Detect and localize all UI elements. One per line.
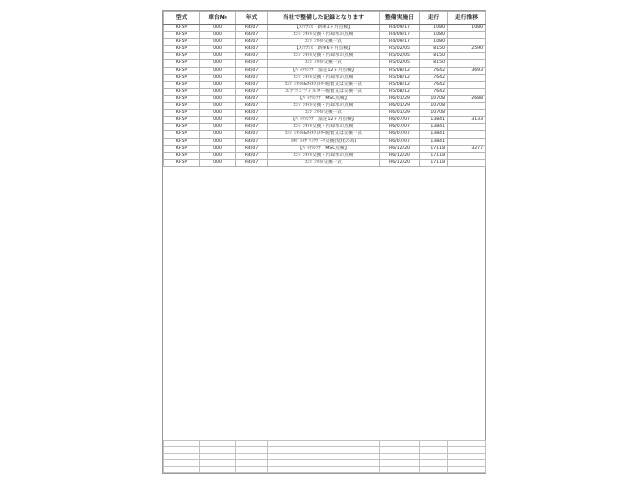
header-distance: 走行	[420, 12, 448, 25]
cell-car-number: 000	[200, 131, 236, 138]
blank-cell	[420, 466, 448, 473]
cell-year: R4/07	[236, 81, 268, 88]
cell-description: ｴﾝｼﾞﾝｵｲﾙ&ｵｲﾙﾌｨﾙﾀｰ脱着又は交換一式	[268, 131, 380, 138]
cell-description: ｴﾝｼﾞﾝｵｲﾙ交換・污却水の点検	[268, 103, 380, 110]
cell-description: 【ﾊﾟｯｸﾒﾝﾃﾅ MSC点検】	[268, 95, 380, 102]
table-row	[164, 32, 486, 39]
cell-model: KF5P	[164, 110, 200, 117]
table-row	[164, 152, 486, 159]
cell-car-number: 000	[200, 25, 236, 32]
cell-date: R4/09/17	[380, 39, 420, 46]
cell-distance: 7642	[420, 67, 448, 74]
table-row	[164, 25, 486, 32]
cell-year: R4/07	[236, 53, 268, 60]
cell-description: エアコンフィルター脱着又は交換一式	[268, 88, 380, 95]
cell-date: R6/07/07	[380, 138, 420, 145]
cell-model: KF5P	[164, 60, 200, 67]
cell-trend	[448, 103, 486, 110]
header-car-number: 車台№	[200, 12, 236, 25]
cell-model: KF5P	[164, 74, 200, 81]
cell-description: 【ﾊﾟｯｸﾒﾝﾃﾅ 法定12ヶ月点検】	[268, 117, 380, 124]
table-row	[164, 159, 486, 166]
blank-cell	[268, 466, 380, 473]
cell-description: 【ﾊﾟｯｸﾒﾝﾃﾅ 法定12ヶ月点検】	[268, 67, 380, 74]
cell-model: KF5P	[164, 117, 200, 124]
cell-year: R4/07	[236, 103, 268, 110]
cell-car-number: 000	[200, 67, 236, 74]
cell-model: KF5P	[164, 88, 200, 95]
cell-date: R5/02/05	[380, 60, 420, 67]
cell-car-number: 000	[200, 117, 236, 124]
cell-date: R6/12/20	[380, 152, 420, 159]
header-model: 型式	[164, 12, 200, 25]
table-row	[164, 95, 486, 102]
cell-trend: 3693	[448, 67, 486, 74]
blank-cell	[236, 466, 268, 473]
cell-year: R4/07	[236, 88, 268, 95]
cell-car-number: 000	[200, 53, 236, 60]
cell-trend	[448, 124, 486, 131]
cell-model: KF5P	[164, 67, 200, 74]
blank-rows	[163, 440, 486, 474]
cell-description: ｴﾝｼﾞﾝｵｲﾙ交換一式	[268, 110, 380, 117]
cell-year: R4/07	[236, 46, 268, 53]
table-row	[164, 124, 486, 131]
cell-model: KF5P	[164, 103, 200, 110]
cell-description: ｴﾝｼﾞﾝｵｲﾙ&ｵｲﾙﾌｨﾙﾀｰ脱着又は交換一式	[268, 81, 380, 88]
cell-date: R6/07/07	[380, 117, 420, 124]
table-row	[164, 110, 486, 117]
cell-date: R4/09/17	[380, 25, 420, 32]
cell-distance: 1080	[420, 39, 448, 46]
cell-distance: 10708	[420, 103, 448, 110]
cell-year: R4/07	[236, 39, 268, 46]
blank-cell	[448, 466, 486, 473]
cell-description: ｴﾝｼﾞﾝｵｲﾙ交換・污却水の点検	[268, 124, 380, 131]
cell-year: R4/07	[236, 124, 268, 131]
cell-distance: 10708	[420, 95, 448, 102]
cell-model: KF5P	[164, 131, 200, 138]
cell-model: KF5P	[164, 152, 200, 159]
cell-model: KF5P	[164, 159, 200, 166]
cell-description: ｴﾝｼﾞﾝｵｲﾙ交換一式	[268, 39, 380, 46]
cell-car-number: 000	[200, 81, 236, 88]
cell-description: ｽﾀﾋﾞﾗｲｻﾞﾘﾝｸﾌﾞｰﾂ交換(変化の為)	[268, 138, 380, 145]
record-body	[164, 25, 486, 167]
cell-trend	[448, 60, 486, 67]
blank-row	[164, 466, 486, 473]
cell-date: R5/02/05	[380, 46, 420, 53]
table-row	[164, 74, 486, 81]
table-row	[164, 88, 486, 95]
cell-year: R4/07	[236, 110, 268, 117]
cell-date: R5/08/12	[380, 67, 420, 74]
cell-year: R4/07	[236, 25, 268, 32]
cell-model: KF5P	[164, 145, 200, 152]
cell-model: KF5P	[164, 81, 200, 88]
cell-description: 【ﾒﾝﾃﾅﾝｽ 新車6ヶ月点検】	[268, 46, 380, 53]
cell-distance: 17118	[420, 152, 448, 159]
table-row	[164, 60, 486, 67]
cell-description: ｴﾝｼﾞﾝｵｲﾙ交換・污却水の点検	[268, 32, 380, 39]
cell-car-number: 000	[200, 138, 236, 145]
cell-trend: 2688	[448, 95, 486, 102]
table-row	[164, 39, 486, 46]
cell-trend	[448, 110, 486, 117]
cell-distance: 13841	[420, 124, 448, 131]
cell-trend: 2590	[448, 46, 486, 53]
cell-year: R4/07	[236, 131, 268, 138]
table-row	[164, 145, 486, 152]
cell-trend	[448, 53, 486, 60]
cell-year: R4/07	[236, 67, 268, 74]
cell-car-number: 000	[200, 32, 236, 39]
cell-distance: 8150	[420, 46, 448, 53]
cell-model: KF5P	[164, 53, 200, 60]
cell-car-number: 000	[200, 103, 236, 110]
cell-car-number: 000	[200, 152, 236, 159]
header-records: 当社で整備した記録となります	[268, 12, 380, 25]
blank-cell	[200, 466, 236, 473]
cell-model: KF5P	[164, 25, 200, 32]
cell-year: R4/07	[236, 145, 268, 152]
header-trend: 走行推移	[448, 12, 486, 25]
cell-date: R5/08/12	[380, 74, 420, 81]
cell-year: R4/07	[236, 74, 268, 81]
cell-trend: 3277	[448, 145, 486, 152]
cell-model: KF5P	[164, 32, 200, 39]
cell-date: R6/07/07	[380, 131, 420, 138]
table-row	[164, 81, 486, 88]
cell-description: ｴﾝｼﾞﾝｵｲﾙ交換・污却水の点検	[268, 152, 380, 159]
cell-distance: 17118	[420, 145, 448, 152]
cell-trend	[448, 39, 486, 46]
cell-trend	[448, 81, 486, 88]
cell-distance: 7642	[420, 74, 448, 81]
maintenance-record-table	[163, 11, 486, 167]
cell-date: R6/12/20	[380, 159, 420, 166]
cell-trend	[448, 131, 486, 138]
cell-year: R4/07	[236, 32, 268, 39]
table-row	[164, 131, 486, 138]
cell-model: KF5P	[164, 138, 200, 145]
header-date: 整備実施日	[380, 12, 420, 25]
cell-model: KF5P	[164, 124, 200, 131]
cell-distance: 7642	[420, 88, 448, 95]
cell-date: R6/01/29	[380, 103, 420, 110]
cell-trend	[448, 88, 486, 95]
cell-year: R4/07	[236, 159, 268, 166]
cell-description: 【ﾒﾝﾃﾅﾝｽ 新車1ヶ月点検】	[268, 25, 380, 32]
maintenance-record-sheet	[162, 10, 486, 474]
cell-description: 【ﾊﾟｯｸﾒﾝﾃﾅ MSC点検】	[268, 145, 380, 152]
cell-year: R4/07	[236, 60, 268, 67]
cell-distance: 8150	[420, 53, 448, 60]
cell-car-number: 000	[200, 74, 236, 81]
cell-distance: 13841	[420, 117, 448, 124]
cell-car-number: 000	[200, 46, 236, 53]
cell-year: R4/07	[236, 152, 268, 159]
cell-trend	[448, 159, 486, 166]
cell-car-number: 000	[200, 95, 236, 102]
cell-car-number: 000	[200, 88, 236, 95]
cell-trend	[448, 32, 486, 39]
table-row	[164, 53, 486, 60]
cell-date: R6/07/07	[380, 124, 420, 131]
table-row	[164, 67, 486, 74]
cell-date: R6/01/29	[380, 110, 420, 117]
cell-distance: 7642	[420, 81, 448, 88]
blank-cell	[164, 466, 200, 473]
cell-description: ｴﾝｼﾞﾝｵｲﾙ交換・污却水の点検	[268, 74, 380, 81]
cell-distance: 10708	[420, 110, 448, 117]
cell-car-number: 000	[200, 39, 236, 46]
cell-car-number: 000	[200, 124, 236, 131]
cell-car-number: 000	[200, 159, 236, 166]
cell-car-number: 000	[200, 60, 236, 67]
cell-date: R4/09/17	[380, 32, 420, 39]
header-year: 年式	[236, 12, 268, 25]
cell-trend: 3133	[448, 117, 486, 124]
cell-distance: 13841	[420, 131, 448, 138]
cell-model: KF5P	[164, 46, 200, 53]
cell-model: KF5P	[164, 95, 200, 102]
cell-distance: 13841	[420, 138, 448, 145]
cell-trend	[448, 74, 486, 81]
cell-date: R6/12/20	[380, 145, 420, 152]
cell-date: R5/02/05	[380, 53, 420, 60]
cell-year: R4/07	[236, 95, 268, 102]
cell-description: ｴﾝｼﾞﾝｵｲﾙ交換一式	[268, 60, 380, 67]
cell-date: R5/08/12	[380, 81, 420, 88]
cell-year: R4/07	[236, 117, 268, 124]
cell-trend	[448, 138, 486, 145]
cell-distance: 17118	[420, 159, 448, 166]
cell-trend	[448, 152, 486, 159]
table-row	[164, 103, 486, 110]
cell-model: KF5P	[164, 39, 200, 46]
table-row	[164, 117, 486, 124]
cell-car-number: 000	[200, 145, 236, 152]
cell-car-number: 000	[200, 110, 236, 117]
cell-year: R4/07	[236, 138, 268, 145]
cell-distance: 8150	[420, 60, 448, 67]
cell-distance: 1080	[420, 32, 448, 39]
table-row	[164, 46, 486, 53]
blank-cell	[380, 466, 420, 473]
cell-date: R6/01/29	[380, 95, 420, 102]
table-row	[164, 138, 486, 145]
cell-description: ｴﾝｼﾞﾝｵｲﾙ交換一式	[268, 159, 380, 166]
cell-description: ｴﾝｼﾞﾝｵｲﾙ交換・污却水の点検	[268, 53, 380, 60]
cell-date: R5/08/12	[380, 88, 420, 95]
cell-distance: 1080	[420, 25, 448, 32]
header-row	[164, 12, 486, 25]
cell-trend: 1080	[448, 25, 486, 32]
